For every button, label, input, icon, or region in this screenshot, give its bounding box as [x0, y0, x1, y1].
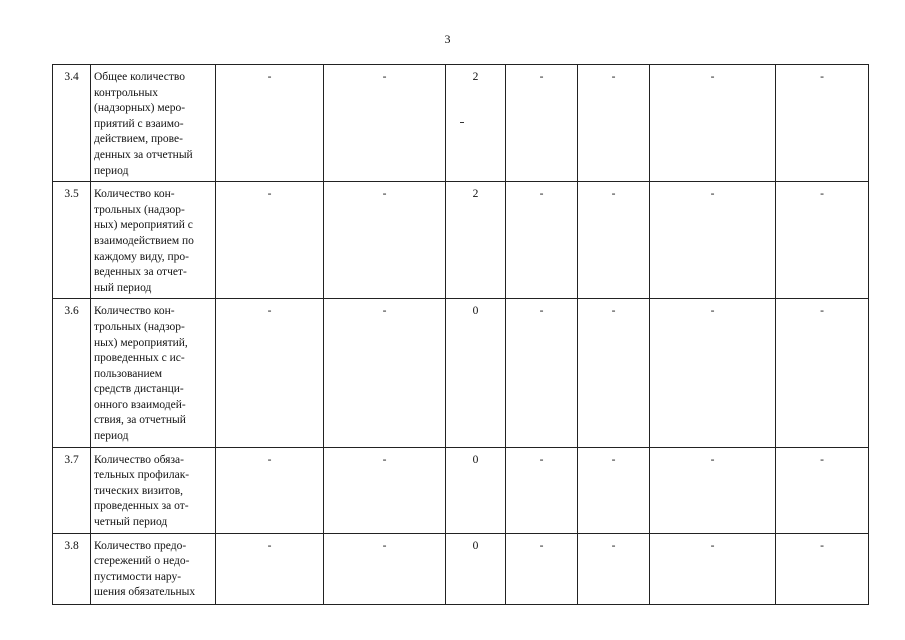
- table-cell: -: [578, 182, 650, 299]
- table-cell: -: [650, 182, 776, 299]
- table-cell: -: [506, 447, 578, 533]
- row-label: Количество кон- трольных (надзор- ных) мероприятий, проведенных с ис- пользованием средств дистанци- онного взаимодей- ствия, за отчетный период: [91, 299, 216, 447]
- table-cell: -: [776, 182, 869, 299]
- table-cell: -: [216, 299, 324, 447]
- table-cell: -: [324, 182, 446, 299]
- table-cell: -: [506, 299, 578, 447]
- table-cell: -: [776, 65, 869, 182]
- row-label: Количество кон- трольных (надзор- ных) мероприятий с взаимодействием по каждому виду, про- веденных за отчет- ный период: [91, 182, 216, 299]
- table-cell: -: [578, 65, 650, 182]
- table-cell: -: [216, 533, 324, 604]
- table-row: [53, 182, 869, 299]
- table-row: [53, 533, 869, 604]
- table-cell: -: [506, 533, 578, 604]
- table-cell: -: [216, 447, 324, 533]
- table-cell: -: [776, 447, 869, 533]
- table-cell: -: [776, 533, 869, 604]
- table-cell: -: [650, 299, 776, 447]
- row-number: 3.7: [53, 447, 91, 533]
- row-number: 3.6: [53, 299, 91, 447]
- table-cell: -: [324, 65, 446, 182]
- table-cell: -: [650, 65, 776, 182]
- table-cell: -: [216, 182, 324, 299]
- report-table: [52, 64, 869, 605]
- table-cell: -: [216, 65, 324, 182]
- table-cell: -: [776, 299, 869, 447]
- table-cell: -: [650, 447, 776, 533]
- table-cell: -: [506, 65, 578, 182]
- table-row: [53, 447, 869, 533]
- table-cell: -: [578, 447, 650, 533]
- scan-artifact-mark: [460, 122, 464, 123]
- table-row: [53, 299, 869, 447]
- table-row: [53, 65, 869, 182]
- row-label: Общее количество контрольных (надзорных) меро- приятий с взаимо- действием, прове- денных за отчетный период: [91, 65, 216, 182]
- row-number: 3.5: [53, 182, 91, 299]
- table-cell: -: [324, 299, 446, 447]
- table-cell: 0: [446, 533, 506, 604]
- table-cell: -: [324, 447, 446, 533]
- row-label: Количество обяза- тельных профилак- тических визитов, проведенных за от- четный период: [91, 447, 216, 533]
- row-number: 3.8: [53, 533, 91, 604]
- table-cell: -: [578, 299, 650, 447]
- row-number: 3.4: [53, 65, 91, 182]
- table-cell: -: [578, 533, 650, 604]
- page-number: 3: [444, 32, 451, 46]
- table-cell: 0: [446, 299, 506, 447]
- table-cell: 0: [446, 447, 506, 533]
- table-cell: 2: [446, 65, 506, 182]
- table-cell: -: [650, 533, 776, 604]
- table-cell: 2: [446, 182, 506, 299]
- row-label: Количество предо- стережений о недо- пустимости нару- шения обязательных: [91, 533, 216, 604]
- table-cell: -: [506, 182, 578, 299]
- table-cell: -: [324, 533, 446, 604]
